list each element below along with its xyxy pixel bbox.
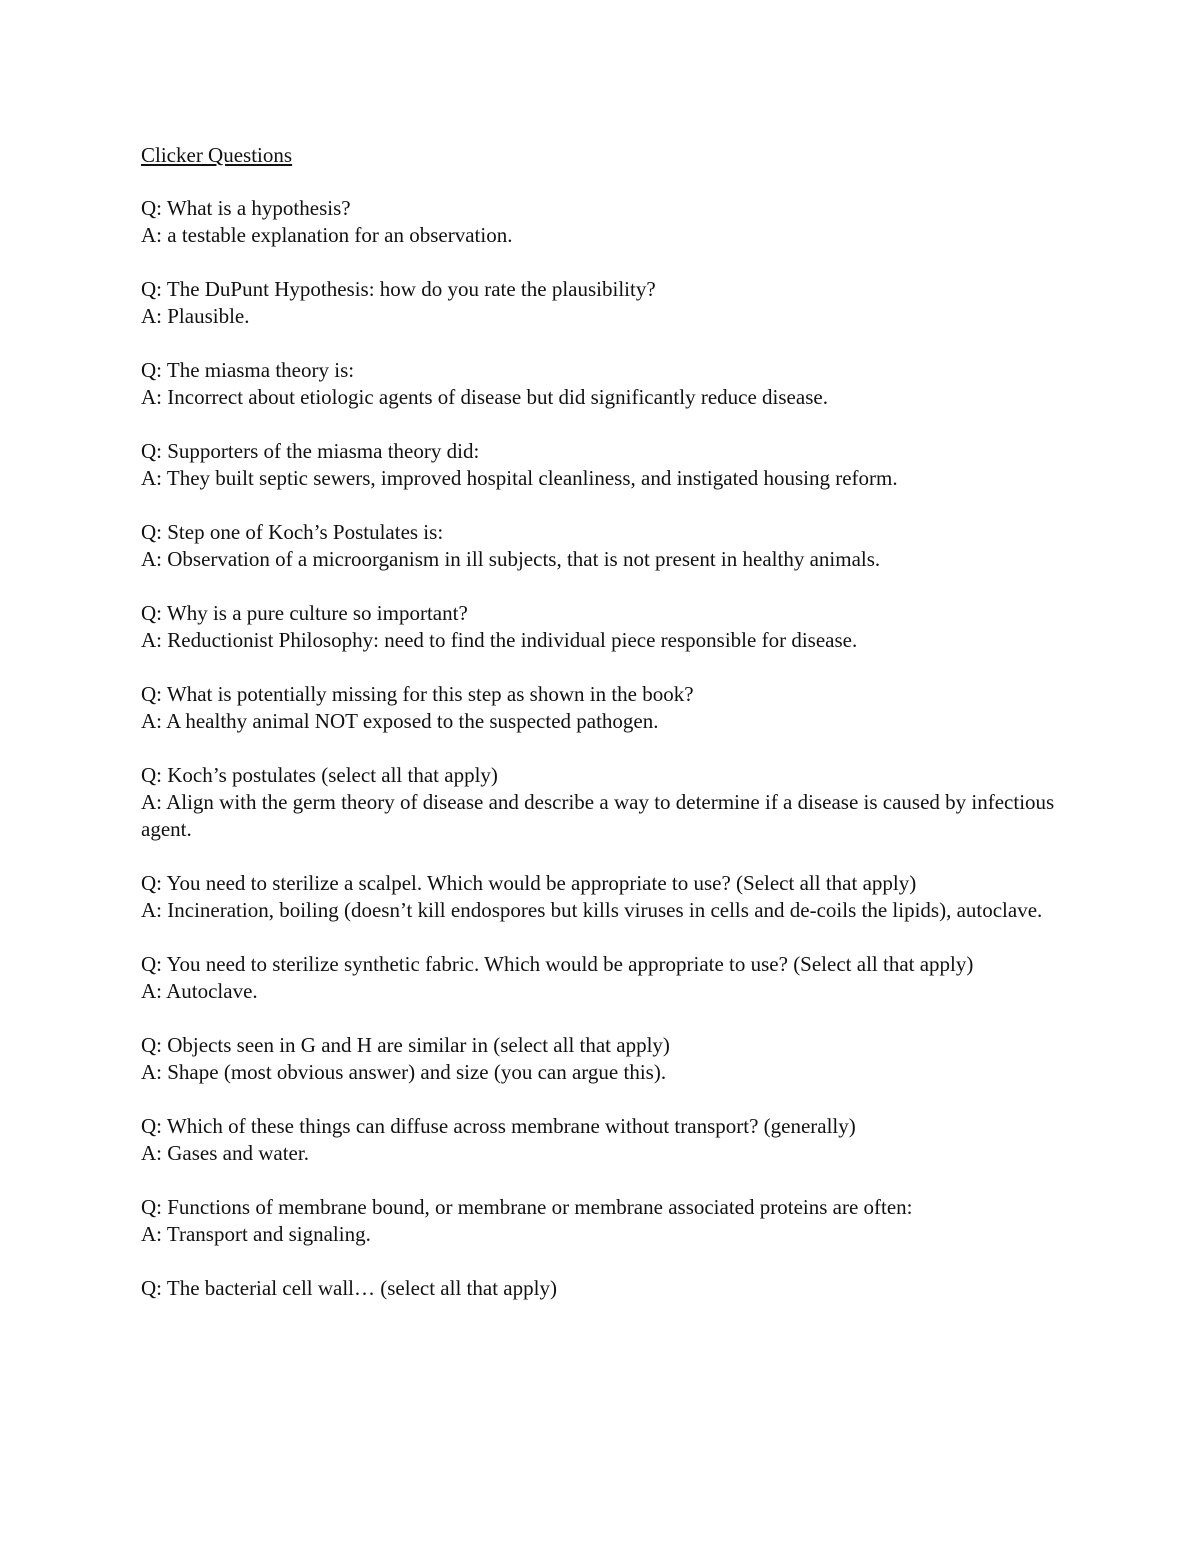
question-text: Q: You need to sterilize synthetic fabric. Which would be appropriate to use? (Select all that apply) (141, 952, 974, 976)
question-text: Q: Why is a pure culture so important? (141, 601, 468, 625)
question-text: Q: The miasma theory is: (141, 358, 355, 382)
answer-text: A: a testable explanation for an observation. (141, 223, 513, 247)
answer-text: A: Incineration, boiling (doesn’t kill endospores but kills viruses in cells and de-coils the lipids), autoclave. (141, 898, 1043, 922)
question-text: Q: Functions of membrane bound, or membrane or membrane associated proteins are often: (141, 1195, 913, 1219)
question-text: Q: Objects seen in G and H are similar in (select all that apply) (141, 1033, 670, 1057)
answer-text: A: Reductionist Philosophy: need to find the individual piece responsible for disease. (141, 628, 858, 652)
question-text: Q: The DuPunt Hypothesis: how do you rate the plausibility? (141, 277, 656, 301)
answer-text: A: Gases and water. (141, 1141, 309, 1165)
qa-item (141, 681, 1061, 735)
answer-text: A: Shape (most obvious answer) and size (you can argue this). (141, 1060, 667, 1084)
answer-text: A: Observation of a microorganism in ill subjects, that is not present in healthy animals. (141, 547, 881, 571)
answer-text: A: They built septic sewers, improved hospital cleanliness, and instigated housing reform. (141, 466, 898, 490)
qa-item (141, 762, 1061, 843)
qa-item (141, 195, 1061, 249)
qa-item (141, 1275, 1061, 1302)
qa-item (141, 357, 1061, 411)
answer-text: A: Plausible. (141, 304, 250, 328)
document-body (141, 142, 1061, 1329)
answer-text: A: Align with the germ theory of disease and describe a way to determine if a disease is caused by infectious agent. (141, 790, 1055, 841)
question-text: Q: The bacterial cell wall… (select all that apply) (141, 1276, 557, 1300)
qa-item (141, 519, 1061, 573)
answer-text: A: Transport and signaling. (141, 1222, 371, 1246)
document-title: Clicker Questions (141, 143, 293, 167)
answer-text: A: A healthy animal NOT exposed to the suspected pathogen. (141, 709, 659, 733)
question-text: Q: Koch’s postulates (select all that apply) (141, 763, 498, 787)
answer-text: A: Incorrect about etiologic agents of disease but did significantly reduce disease. (141, 385, 828, 409)
qa-item (141, 870, 1061, 924)
qa-item (141, 438, 1061, 492)
qa-item (141, 1032, 1061, 1086)
question-text: Q: Supporters of the miasma theory did: (141, 439, 480, 463)
qa-item (141, 600, 1061, 654)
question-text: Q: Step one of Koch’s Postulates is: (141, 520, 444, 544)
question-text: Q: Which of these things can diffuse across membrane without transport? (generally) (141, 1114, 856, 1138)
question-text: Q: You need to sterilize a scalpel. Which would be appropriate to use? (Select all that apply) (141, 871, 917, 895)
qa-item (141, 1113, 1061, 1167)
qa-item (141, 951, 1061, 1005)
answer-text: A: Autoclave. (141, 979, 258, 1003)
qa-item (141, 276, 1061, 330)
qa-item (141, 1194, 1061, 1248)
question-text: Q: What is a hypothesis? (141, 196, 351, 220)
question-text: Q: What is potentially missing for this step as shown in the book? (141, 682, 694, 706)
